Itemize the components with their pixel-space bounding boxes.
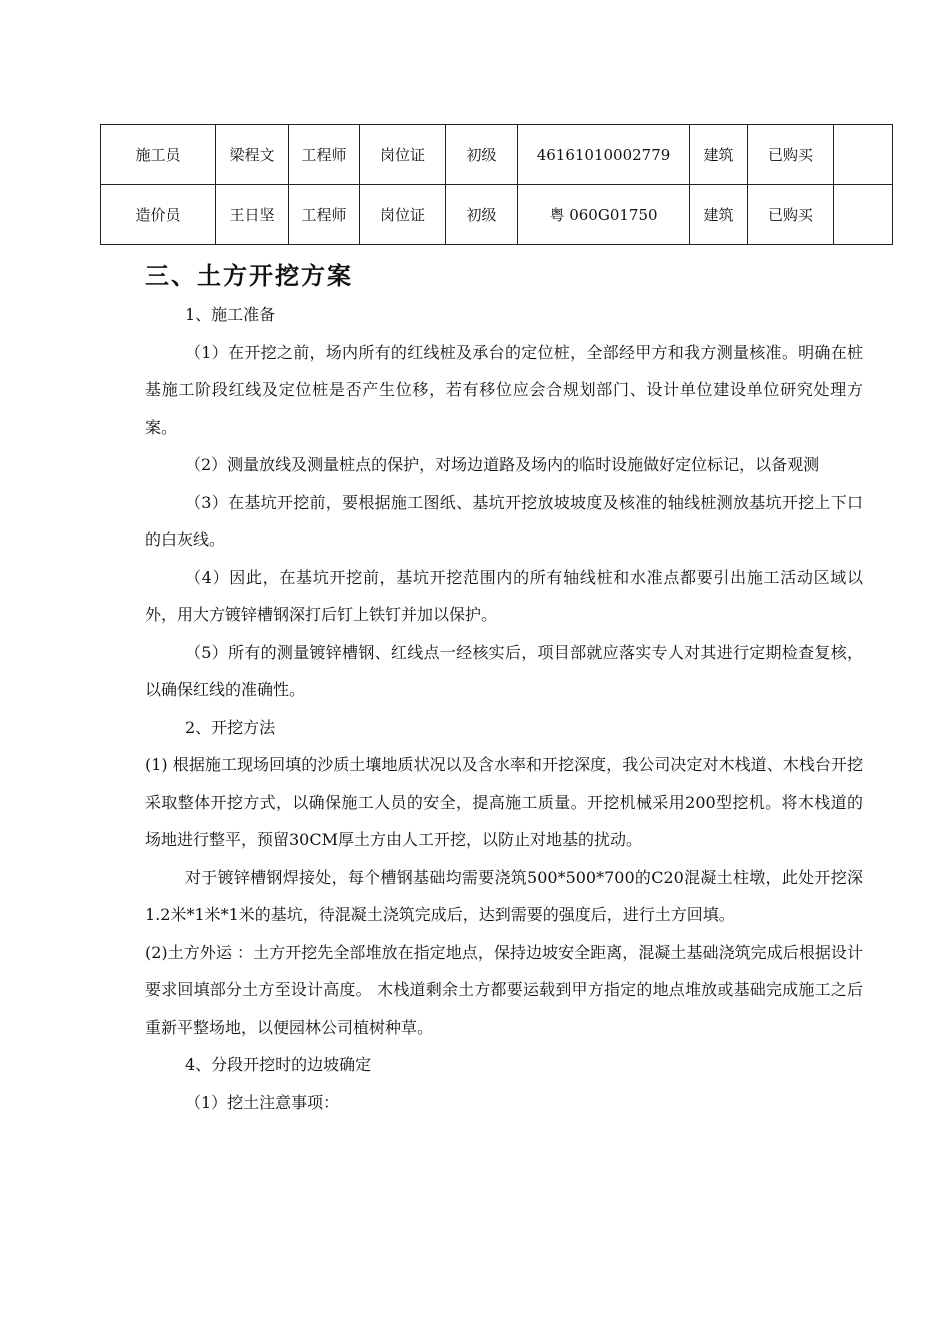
table-cell: 造价员 bbox=[101, 185, 216, 245]
table-cell: 工程师 bbox=[289, 185, 360, 245]
staff-table bbox=[100, 124, 893, 245]
table-cell: 王日坚 bbox=[216, 185, 289, 245]
paragraph: （5）所有的测量镀锌槽钢、红线点一经核实后，项目部就应落实专人对其进行定期检查复核，以确保红线的准确性。 bbox=[145, 642, 863, 699]
table-cell: 施工员 bbox=[101, 125, 216, 185]
paragraph: 对于镀锌槽钢焊接处，每个槽钢基础均需要浇筑500*500*700的C20混凝土柱墩，此处开挖深1.2米*1米*1米的基坑，待混凝土浇筑完成后，达到需要的强度后，进行土方回填。 bbox=[145, 867, 863, 924]
paragraph: （1）在开挖之前，场内所有的红线桩及承台的定位桩，全部经甲方和我方测量核准。明确在桩基施工阶段红线及定位桩是否产生位移，若有移位应会合规划部门、设计单位建设单位研究处理方案。 bbox=[145, 342, 863, 437]
table-cell: 粤 060G01750 bbox=[518, 185, 690, 245]
paragraph: 1、施工准备 bbox=[185, 305, 276, 324]
table-cell: 工程师 bbox=[289, 125, 360, 185]
table-cell: 梁程文 bbox=[216, 125, 289, 185]
table-cell: 46161010002779 bbox=[518, 125, 690, 185]
table-cell: 岗位证 bbox=[360, 125, 446, 185]
table-cell bbox=[834, 125, 893, 185]
table-row bbox=[101, 185, 893, 245]
table-cell: 已购买 bbox=[748, 185, 834, 245]
paragraph: （2）测量放线及测量桩点的保护，对场边道路及场内的临时设施做好定位标记，以备观测 bbox=[185, 455, 820, 474]
table-cell bbox=[834, 185, 893, 245]
paragraph: （3）在基坑开挖前，要根据施工图纸、基坑开挖放坡坡度及核准的轴线桩测放基坑开挖上下口的白灰线。 bbox=[145, 492, 863, 549]
paragraph: （1）挖土注意事项： bbox=[185, 1092, 340, 1112]
table-row bbox=[101, 125, 893, 185]
paragraph: (2)土方外运 ：土方开挖先全部堆放在指定地点，保持边坡安全距离，混凝土基础浇筑完成后根据设计要求回填部分土方至设计高度。 木栈道剩余土方都要运载到甲方指定的地点堆放或基础完成施工之后重新平整场地，以便园林公司植树种草。 bbox=[145, 942, 863, 1037]
paragraph: 2、开挖方法 bbox=[185, 717, 276, 737]
paragraph: (1) 根据施工现场回填的沙质土壤地质状况以及含水率和开挖深度，我公司决定对木栈道、木栈台开挖采取整体开挖方式，以确保施工人员的安全，提高施工质量。开挖机械采用200型挖机。将木栈道的场地进行整平，预留30CM厚土方由人工开挖，以防止对地基的扰动。 bbox=[145, 755, 863, 849]
paragraph: 4、分段开挖时的边坡确定 bbox=[185, 1055, 372, 1074]
staff-table-body bbox=[101, 125, 893, 245]
table-cell: 建筑 bbox=[690, 125, 748, 185]
table-cell: 岗位证 bbox=[360, 185, 446, 245]
section-title: 三、土方开挖方案 bbox=[145, 262, 353, 290]
table-cell: 初级 bbox=[446, 125, 518, 185]
table-cell: 建筑 bbox=[690, 185, 748, 245]
paragraph: （4）因此，在基坑开挖前，基坑开挖范围内的所有轴线桩和水准点都要引出施工活动区域以外，用大方镀锌槽钢深打后钉上铁钉并加以保护。 bbox=[145, 567, 863, 624]
section-body bbox=[145, 296, 863, 1121]
table-cell: 已购买 bbox=[748, 125, 834, 185]
table-cell: 初级 bbox=[446, 185, 518, 245]
